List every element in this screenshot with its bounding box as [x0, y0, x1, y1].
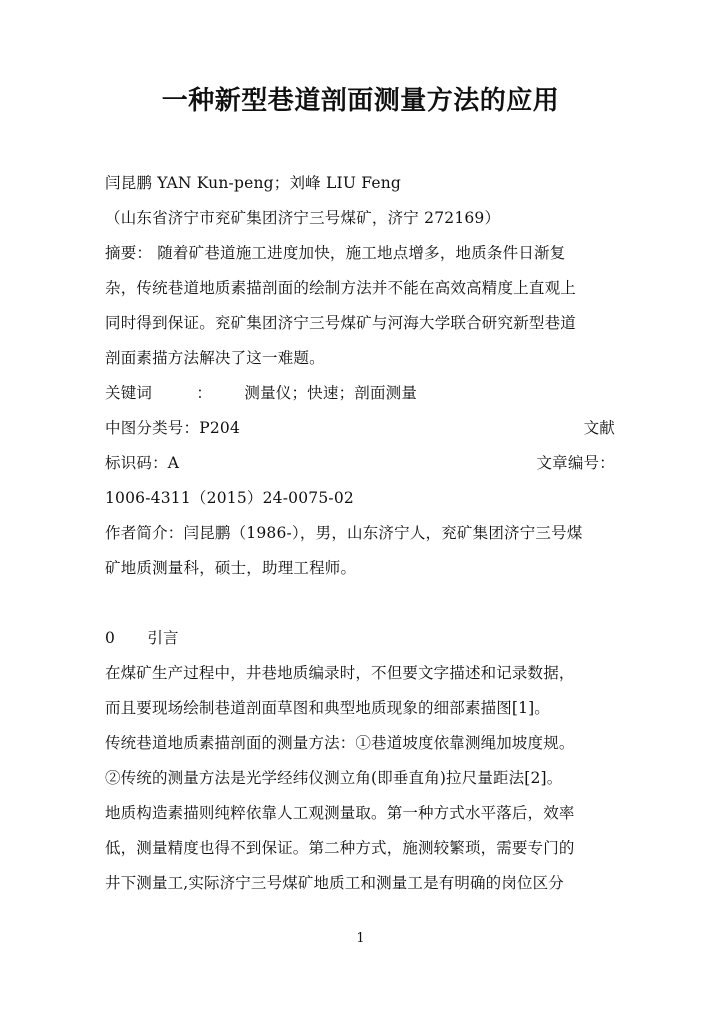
section-title: 引言: [147, 629, 179, 647]
classification-block: [105, 411, 615, 516]
author-line: 闫昆鹏 YAN Kun-peng；刘峰 LIU Feng: [105, 174, 401, 192]
keywords-label: 关键词: [105, 384, 153, 402]
body-line: ②传统的测量方法是光学经纬仪测立角(即垂直角)拉尺量距法[2]。: [105, 769, 563, 787]
abstract-line: 剖面素描方法解决了这一难题。: [105, 349, 325, 367]
body-line: 而且要现场绘制巷道剖面草图和典型地质现象的细部素描图[1]。: [105, 699, 550, 717]
section-heading-0: [105, 621, 615, 656]
document-code-prefix: 文献: [583, 419, 615, 437]
body-line: 地质构造素描则纯粹依靠人工观测量取。第一种方式水平落后，效率: [105, 804, 575, 822]
abstract-block: [105, 236, 615, 376]
clc-number: 中图分类号：P204: [105, 419, 241, 437]
section-paragraph-2: [105, 726, 615, 901]
keywords-block: [105, 376, 615, 411]
keywords-value: 测量仪；快速；剖面测量: [244, 384, 418, 402]
body-line: 传统巷道地质素描剖面的测量方法：①巷道坡度依靠测绳加坡度规。: [105, 734, 575, 752]
clc-line: [105, 411, 615, 446]
author-block: [105, 166, 615, 201]
keywords-line: [105, 376, 615, 411]
affiliation-line: （山东省济宁市兖矿集团济宁三号煤矿，济宁 272169）: [105, 209, 501, 227]
author-bio-line: 矿地质测量科，硕士，助理工程师。: [105, 559, 357, 577]
page-title: 一种新型巷道剖面测量方法的应用: [161, 86, 560, 116]
section-number: 0: [105, 629, 116, 647]
document-code: 标识码：A: [105, 454, 180, 472]
section-heading-block: [105, 621, 615, 656]
article-number: 1006-4311（2015）24-0075-02: [105, 489, 354, 507]
body-line: 井下测量工,实际济宁三号煤矿地质工和测量工是有明确的岗位区分: [105, 874, 564, 892]
page-number: 1: [356, 931, 365, 946]
article-number-prefix: 文章编号：: [536, 454, 615, 472]
keywords-colon: ：: [196, 384, 213, 402]
section-paragraph-1: [105, 656, 615, 726]
body-line: 在煤矿生产过程中，井巷地质编录时，不但要文字描述和记录数据，: [105, 664, 575, 682]
affiliation-block: [105, 201, 615, 236]
abstract-line: 摘要： 随着矿巷道施工进度加快，施工地点增多，地质条件日渐复: [105, 244, 566, 262]
abstract-line: 杂，传统巷道地质素描剖面的绘制方法并不能在高效高精度上直观上: [105, 279, 577, 297]
document-code-line: [105, 446, 615, 481]
author-bio-line: 作者简介：闫昆鹏（1986-），男，山东济宁人，兖矿集团济宁三号煤: [105, 524, 583, 542]
body-line: 低，测量精度也得不到保证。第二种方式，施测较繁琐，需要专门的: [105, 839, 575, 857]
author-bio-block: [105, 516, 615, 586]
abstract-line: 同时得到保证。兖矿集团济宁三号煤矿与河海大学联合研究新型巷道: [105, 314, 577, 332]
